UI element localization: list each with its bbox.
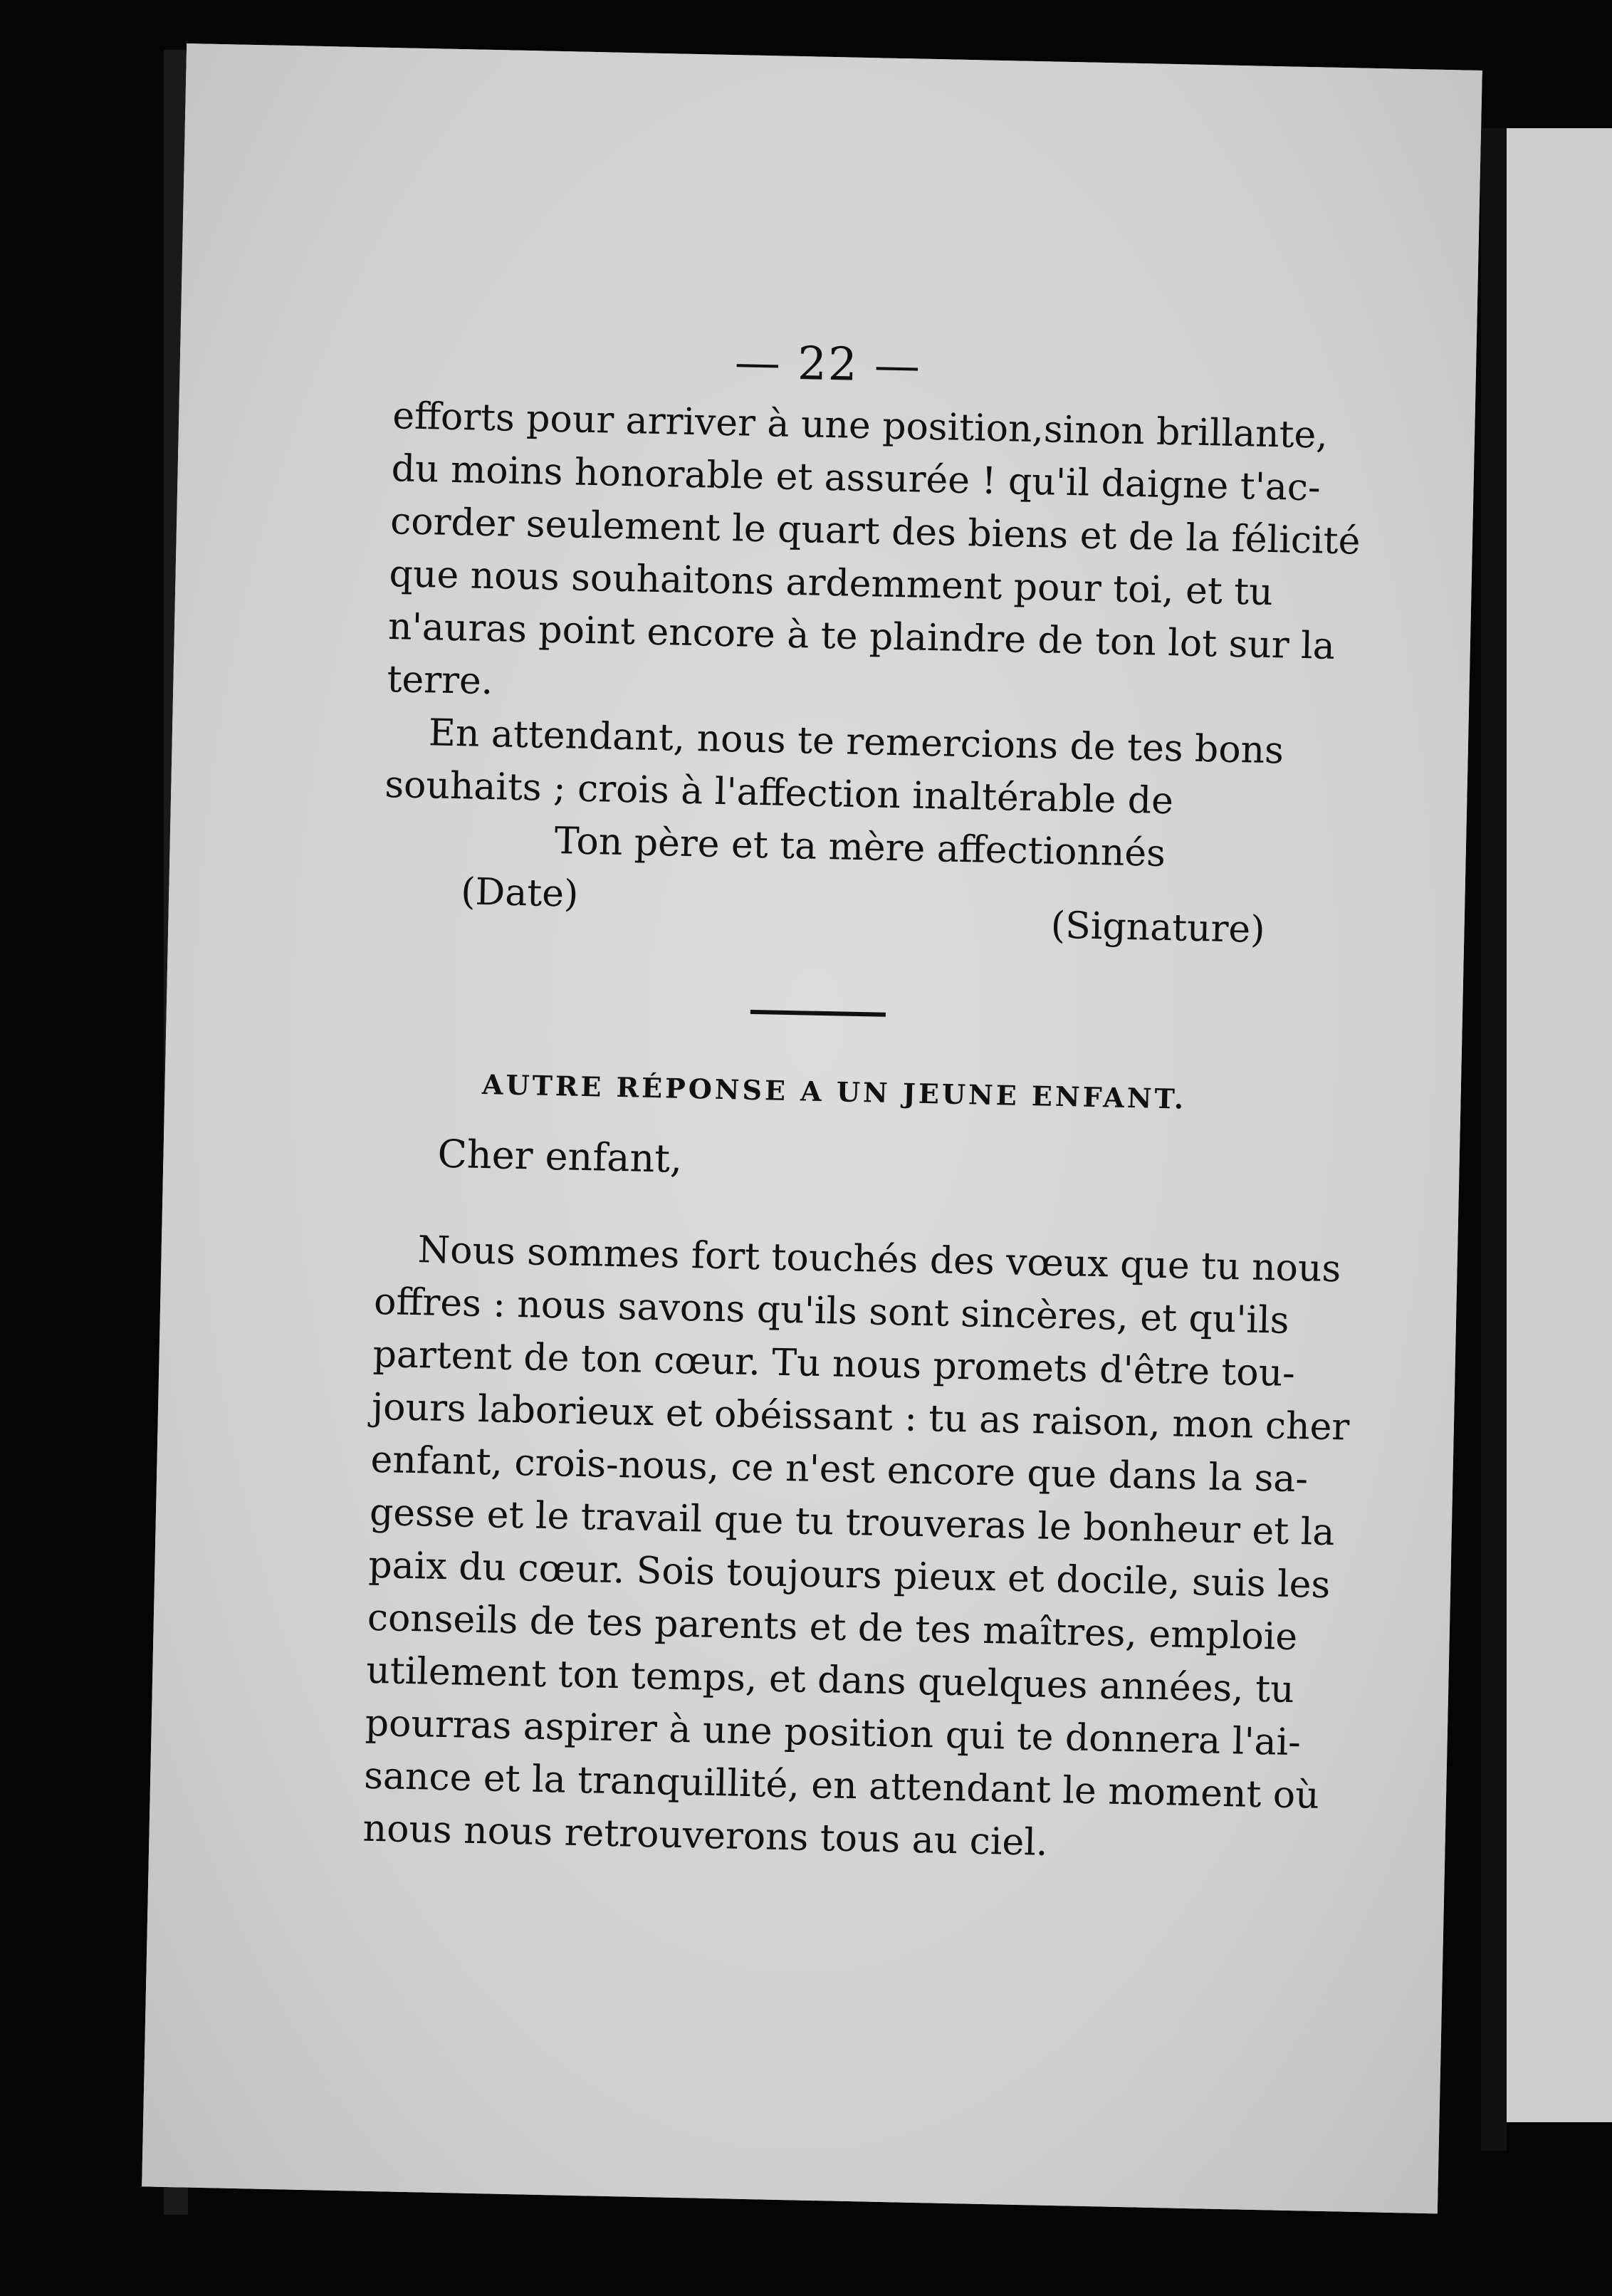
text-line: partent de ton cœur. Tu nous promets d'être tou- [372, 1332, 1296, 1395]
book-page [142, 43, 1482, 2213]
letter-body-1 [382, 390, 1361, 951]
text-line: souhaits ; crois à l'affection inaltérable de [384, 763, 1174, 823]
text-line: paix du cœur. Sois toujours pieux et docile, suis les [367, 1543, 1331, 1607]
text-line: jours laborieux et obéissant : tu as raison, mon cher [371, 1385, 1350, 1449]
text-line: que nous souhaitons ardemment pour toi, et tu [389, 553, 1274, 615]
facing-page [1507, 128, 1612, 2122]
section-divider [750, 1010, 886, 1017]
text-line: enfant, crois-nous, ce n'est encore que dans la sa- [370, 1438, 1309, 1501]
text-line: Nous sommes fort touchés des vœux que tu nous [417, 1228, 1341, 1291]
text-line: du moins honorable et assurée ! qu'il daigne t'ac- [391, 447, 1321, 510]
text-line: offres : nous savons qu'ils sont sincères, et qu'ils [373, 1280, 1290, 1342]
text-line: utilement ton temps, et dans quelques années, tu [365, 1649, 1295, 1712]
book-gutter [1481, 128, 1507, 2151]
letter-body-2 [362, 1223, 1350, 1874]
closing-line: Ton père et ta mère affectionnés [554, 820, 1166, 875]
signature-label: (Signature) [1050, 904, 1266, 951]
text-line: nous nous retrouverons tous au ciel. [362, 1807, 1049, 1864]
text-line: corder seulement le quart des biens et de la félicité [389, 500, 1361, 563]
date-label: (Date) [460, 870, 579, 916]
text-line: conseils de tes parents et de tes maîtres, emploie [367, 1596, 1298, 1659]
text-line: sance et la tranquillité, en attendant le moment où [363, 1754, 1320, 1817]
text-line: efforts pour arriver à une position,sinon brillante, [392, 395, 1329, 457]
text-line: En attendant, nous te remercions de tes bons [428, 711, 1284, 773]
page-number: — 22 — [734, 336, 922, 393]
section-heading: AUTRE RÉPONSE A UN JEUNE ENFANT. [481, 1068, 1187, 1115]
text-line: pourras aspirer à une position qui te donnera l'ai- [365, 1701, 1302, 1765]
text-line: gesse et le travail que tu trouveras le bonheur et la [369, 1491, 1335, 1555]
salutation: Cher enfant, [436, 1131, 683, 1181]
text-line: n'auras point encore à te plaindre de ton lot sur la [387, 605, 1336, 668]
text-line: terre. [386, 658, 493, 704]
